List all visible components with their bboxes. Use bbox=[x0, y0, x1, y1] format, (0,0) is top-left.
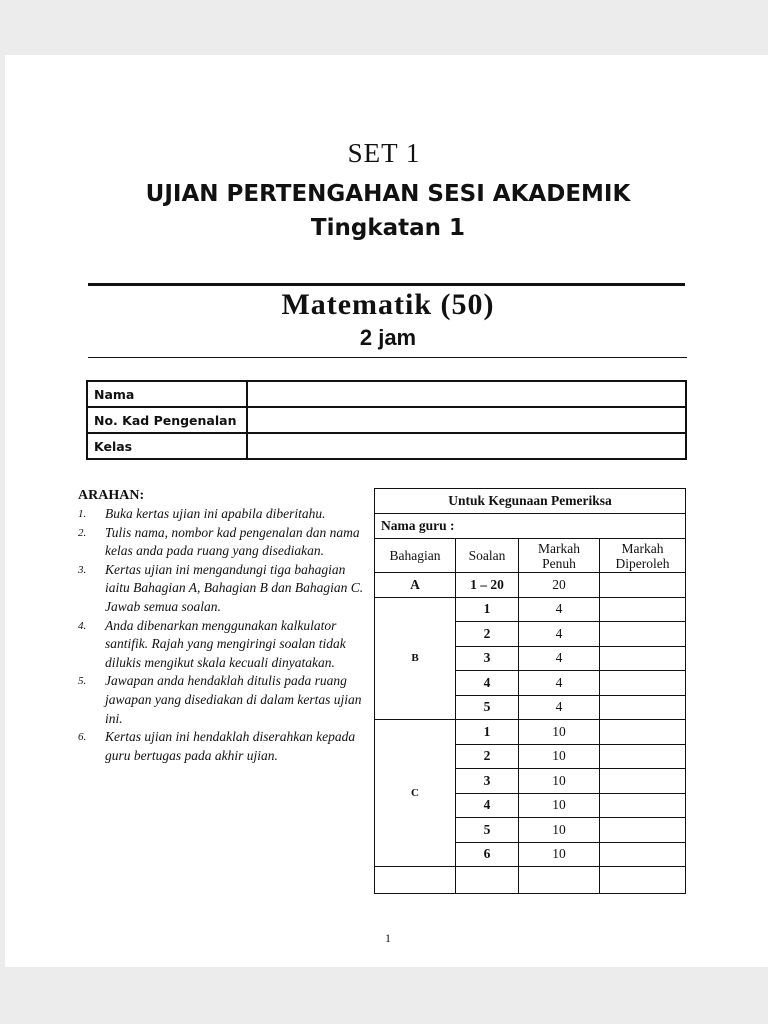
total-row bbox=[375, 867, 686, 894]
class-label: Kelas bbox=[87, 433, 247, 459]
instruction-text: Tulis nama, nombor kad pengenalan dan nama kelas anda pada ruang yang disediakan. bbox=[105, 524, 360, 559]
full-mark: 10 bbox=[519, 769, 600, 794]
instruction-number: 1. bbox=[78, 508, 87, 520]
instruction-item bbox=[78, 617, 368, 673]
instruction-number: 4. bbox=[78, 619, 87, 632]
instruction-text: Kertas ujian ini mengandungi tiga bahagian iaitu Bahagian A, Bahagian B dan Bahagian C. Jawab semua soalan. bbox=[105, 561, 364, 614]
instruction-item bbox=[78, 728, 368, 765]
instruction-item bbox=[78, 524, 368, 561]
section-c: C bbox=[375, 720, 456, 867]
question-number: 3 bbox=[456, 769, 519, 794]
instruction-text: Buka kertas ujian ini apabila diberitahu. bbox=[105, 506, 326, 521]
col-marks-obtained: Markah Diperoleh bbox=[600, 539, 686, 573]
instruction-number: 3. bbox=[78, 563, 87, 576]
instruction-text: Jawapan anda hendaklah ditulis pada ruang jawapan yang disediakan di dalam kertas ujian ini. bbox=[105, 673, 362, 726]
total-cell bbox=[519, 867, 600, 894]
subject-title: Matematik (50) bbox=[281, 288, 495, 321]
obtained-mark-field[interactable] bbox=[600, 720, 686, 745]
question-number: 2 bbox=[456, 744, 519, 769]
ic-number-field[interactable] bbox=[247, 407, 686, 433]
instruction-number: 5. bbox=[78, 675, 87, 688]
obtained-mark-field[interactable] bbox=[600, 597, 686, 622]
question-number: 4 bbox=[456, 793, 519, 818]
duration: 2 jam bbox=[359, 325, 417, 350]
page-number: 1 bbox=[385, 931, 391, 945]
full-mark: 20 bbox=[519, 573, 600, 598]
identity-row bbox=[87, 433, 686, 459]
table-row bbox=[375, 573, 686, 598]
question-number: 4 bbox=[456, 671, 519, 696]
question-number: 3 bbox=[456, 646, 519, 671]
question-number: 5 bbox=[456, 695, 519, 720]
instruction-text: Kertas ujian ini hendaklah diserahkan kepada guru bertugas pada akhir ujian. bbox=[105, 729, 356, 763]
section-b: B bbox=[375, 597, 456, 720]
name-field[interactable] bbox=[247, 381, 686, 407]
total-obtained-field[interactable] bbox=[600, 867, 686, 894]
full-mark: 10 bbox=[519, 793, 600, 818]
question-number: 1 bbox=[456, 597, 519, 622]
question-number: 2 bbox=[456, 622, 519, 647]
instruction-number: 6. bbox=[78, 731, 87, 744]
total-cell bbox=[375, 867, 456, 894]
obtained-mark-field[interactable] bbox=[600, 622, 686, 647]
identity-row bbox=[87, 381, 686, 407]
instructions-list bbox=[78, 505, 368, 765]
full-mark: 10 bbox=[519, 720, 600, 745]
table-row bbox=[375, 597, 686, 622]
col-section: Bahagian bbox=[375, 539, 456, 573]
question-number: 1 bbox=[456, 720, 519, 745]
instruction-text: Anda dibenarkan menggunakan kalkulator santifik. Rajah yang mengiringi soalan tidak dilukis mengikut skala kecuali dinyatakan. bbox=[105, 617, 346, 670]
obtained-mark-field[interactable] bbox=[600, 646, 686, 671]
divider-top bbox=[88, 283, 685, 286]
obtained-mark-field[interactable] bbox=[600, 744, 686, 769]
col-question: Soalan bbox=[456, 539, 519, 573]
full-mark: 4 bbox=[519, 646, 600, 671]
obtained-mark-field[interactable] bbox=[600, 793, 686, 818]
table-row bbox=[375, 720, 686, 745]
name-label: Nama bbox=[87, 381, 247, 407]
instruction-number: 2. bbox=[78, 526, 87, 539]
obtained-mark-field[interactable] bbox=[600, 573, 686, 598]
ic-number-label: No. Kad Pengenalan bbox=[87, 407, 247, 433]
instruction-item bbox=[78, 505, 368, 524]
obtained-mark-field[interactable] bbox=[600, 842, 686, 867]
instruction-item bbox=[78, 561, 368, 617]
obtained-mark-field[interactable] bbox=[600, 769, 686, 794]
set-title: SET 1 bbox=[347, 138, 421, 168]
class-field[interactable] bbox=[247, 433, 686, 459]
obtained-mark-field[interactable] bbox=[600, 695, 686, 720]
instructions bbox=[78, 488, 368, 765]
full-mark: 10 bbox=[519, 818, 600, 843]
instruction-item bbox=[78, 672, 368, 728]
question-number: 6 bbox=[456, 842, 519, 867]
question-number: 5 bbox=[456, 818, 519, 843]
total-cell bbox=[456, 867, 519, 894]
obtained-mark-field[interactable] bbox=[600, 818, 686, 843]
obtained-mark-field[interactable] bbox=[600, 671, 686, 696]
full-mark: 10 bbox=[519, 744, 600, 769]
exam-title: UJIAN PERTENGAHAN SESI AKADEMIK bbox=[145, 181, 631, 207]
divider-bottom bbox=[88, 357, 687, 358]
full-mark: 10 bbox=[519, 842, 600, 867]
examiner-title: Untuk Kegunaan Pemeriksa bbox=[375, 489, 686, 514]
full-mark: 4 bbox=[519, 622, 600, 647]
col-full-marks: Markah Penuh bbox=[519, 539, 600, 573]
full-mark: 4 bbox=[519, 671, 600, 696]
full-mark: 4 bbox=[519, 695, 600, 720]
teacher-name-label: Nama guru : bbox=[375, 514, 686, 539]
identity-table bbox=[86, 380, 687, 460]
full-mark: 4 bbox=[519, 597, 600, 622]
question-range: 1 – 20 bbox=[456, 573, 519, 598]
section-a: A bbox=[375, 573, 456, 598]
form-title: Tingkatan 1 bbox=[310, 215, 466, 241]
identity-row bbox=[87, 407, 686, 433]
instructions-title: ARAHAN: bbox=[78, 488, 145, 503]
examiner-table bbox=[374, 488, 686, 894]
